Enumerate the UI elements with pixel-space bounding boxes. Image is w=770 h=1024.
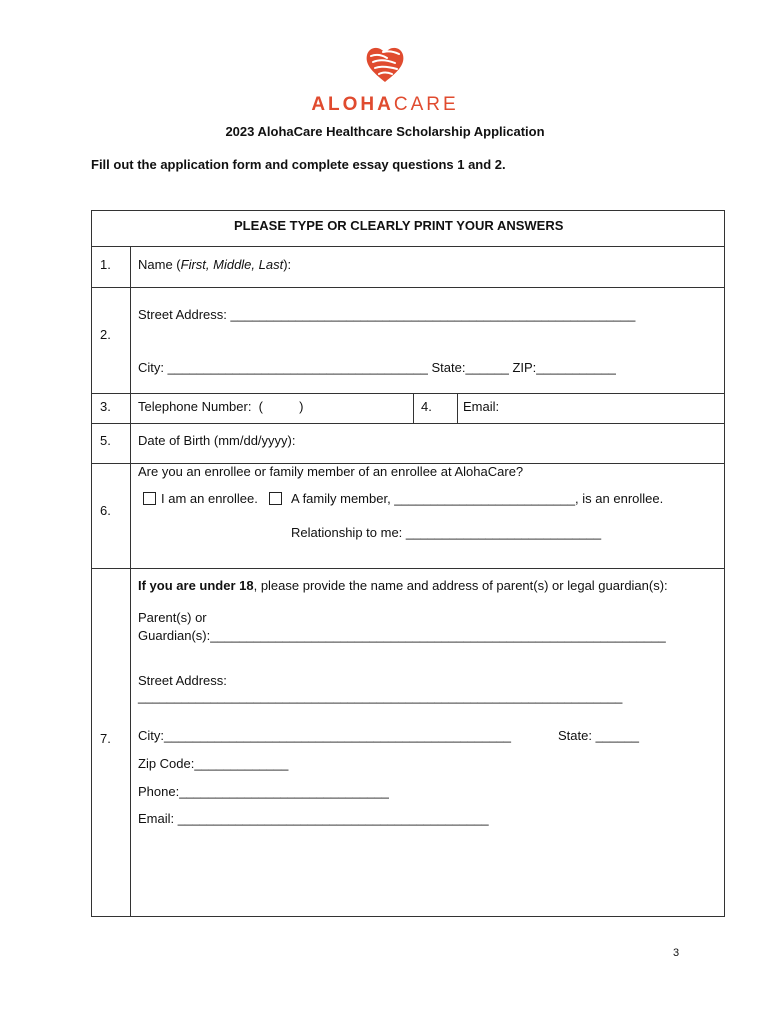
enrollee-question: Are you an enrollee or family member of an enrollee at AlohaCare? xyxy=(138,464,524,479)
page-title: 2023 AlohaCare Healthcare Scholarship Application xyxy=(225,124,545,139)
form-header-row xyxy=(92,211,724,247)
family-member-checkbox[interactable] xyxy=(269,492,282,505)
guardian-street-field[interactable]: ___________________________________________________________________ xyxy=(138,689,623,704)
logo xyxy=(0,44,770,89)
guardian-phone-field[interactable]: Phone:_____________________________ xyxy=(138,784,389,799)
guardian-name-field[interactable]: Guardian(s):_______________________________________________________________ xyxy=(138,628,666,643)
guardian-label: Parent(s) or xyxy=(138,610,207,625)
guardian-city-field[interactable]: City:________________________________________________ xyxy=(138,728,512,743)
instructions: Fill out the application form and complete essay questions 1 and 2. xyxy=(91,157,506,172)
q1-number: 1. xyxy=(100,257,111,272)
q3-number: 3. xyxy=(100,399,111,414)
row-enrollee xyxy=(92,464,724,569)
guardian-state-field[interactable]: State: ______ xyxy=(558,728,639,743)
telephone-field[interactable]: Telephone Number: ( ) xyxy=(138,399,304,414)
date-of-birth-field[interactable]: Date of Birth (mm/dd/yyyy): xyxy=(138,433,296,448)
q7-number: 7. xyxy=(100,731,111,746)
page-number: 3 xyxy=(673,947,680,959)
family-member-option[interactable]: A family member, _________________________, is an enrollee. xyxy=(291,491,664,506)
guardian-zip-field[interactable]: Zip Code:_____________ xyxy=(138,756,289,771)
form-header: PLEASE TYPE OR CLEARLY PRINT YOUR ANSWERS xyxy=(234,218,564,233)
row-name xyxy=(92,247,724,288)
application-form xyxy=(91,210,725,917)
name-field[interactable]: Name (First, Middle, Last): xyxy=(138,257,292,272)
guardian-street-label: Street Address: xyxy=(138,673,227,688)
q2-number: 2. xyxy=(100,327,111,342)
city-state-zip-field[interactable]: City: ____________________________________ State:______ ZIP:___________ xyxy=(138,360,616,375)
email-field[interactable]: Email: xyxy=(463,399,500,414)
relationship-field[interactable]: Relationship to me: ___________________________ xyxy=(291,525,602,540)
row-address xyxy=(92,288,724,394)
q6-number: 6. xyxy=(100,503,111,518)
q4-number: 4. xyxy=(421,399,432,414)
q5-number: 5. xyxy=(100,433,111,448)
row-dob xyxy=(92,424,724,464)
heart-logo-icon xyxy=(365,44,405,84)
brand-wordmark: ALOHACARE xyxy=(311,94,459,115)
guardian-email-field[interactable]: Email: ___________________________________________ xyxy=(138,811,489,826)
guardian-intro: If you are under 18, please provide the name and address of parent(s) or legal guardian(s): xyxy=(138,578,668,593)
enrollee-checkbox[interactable] xyxy=(143,492,156,505)
row-guardian xyxy=(92,569,724,916)
enrollee-option-label: I am an enrollee. xyxy=(161,491,258,506)
row-phone-email xyxy=(92,394,724,424)
street-address-field[interactable]: Street Address: ________________________________________________________ xyxy=(138,307,636,322)
